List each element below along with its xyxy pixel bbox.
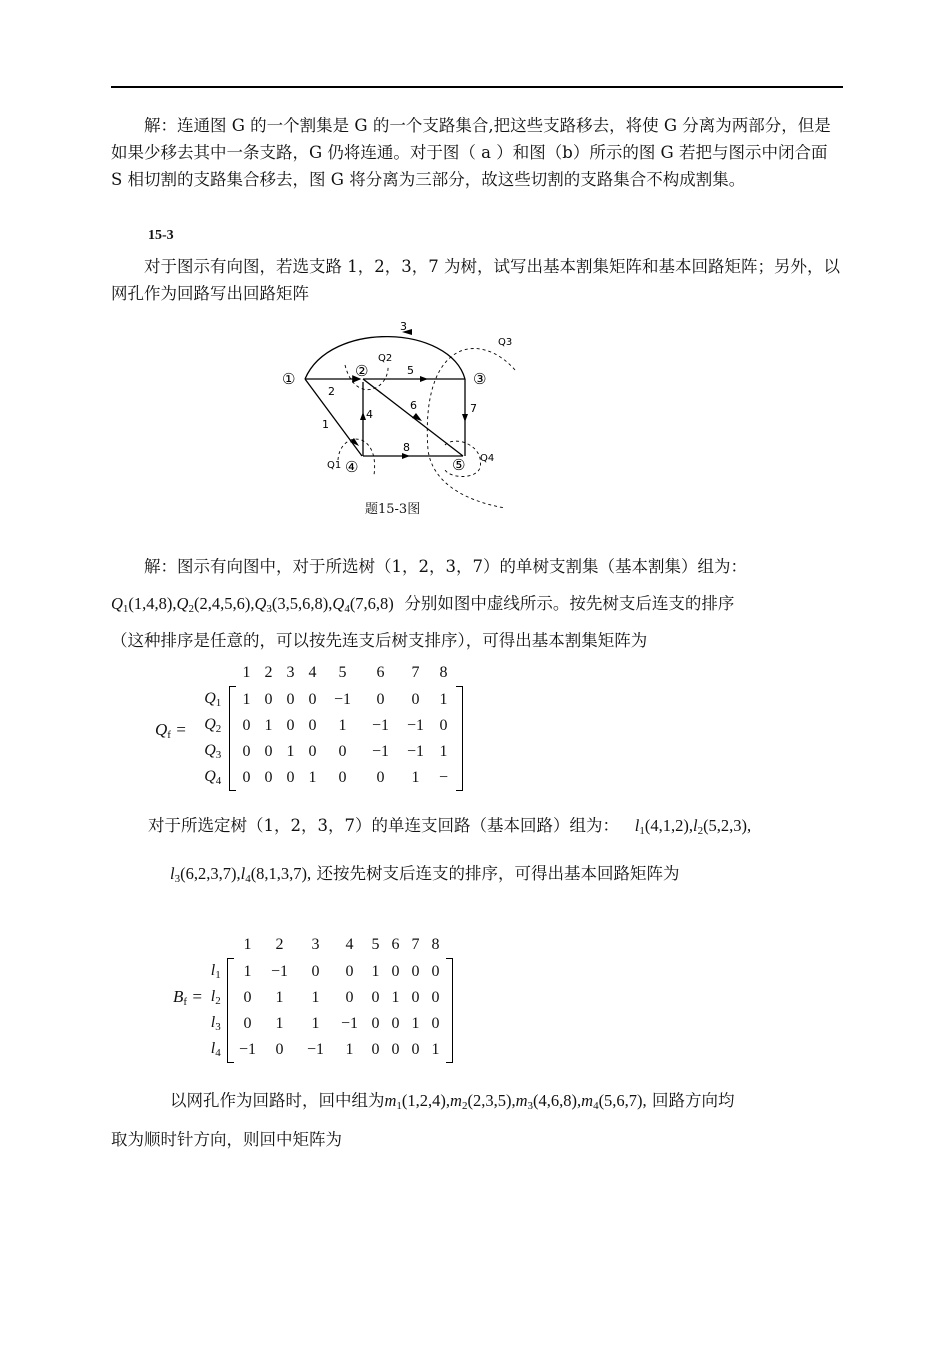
problem-statement: 对于图示有向图，若选支路 1，2，3，7 为树，试写出基本割集矩阵和基本回路矩阵；另外，以网孔作为回路写出回路矩阵 — [111, 257, 840, 303]
node-2-label: ② — [355, 362, 369, 380]
mesh-loop-line: 以网孔作为回路时，回中组为$m_1(1,2,4),m_2(2,3,5),m_3(4,6,8),m_4(5,6,7)$, 回路方向均 — [170, 1091, 735, 1112]
cutset-line: $Q_1(1,4,8),Q_2(2,4,5,6),Q_3(3,5,6,8),Q_4(7,6,8)$ 分别如图中虚线所示。按先树支后连支的排序 — [111, 594, 735, 615]
figure-caption: 题15-3图 — [365, 502, 421, 517]
svg-text:5: 5 — [407, 364, 414, 377]
directed-graph-figure — [270, 310, 530, 510]
node-5-label: ⑤ — [452, 456, 466, 474]
node-1-label: ① — [282, 370, 296, 388]
svg-text:4: 4 — [366, 408, 373, 421]
bf-label: $B_f$ = — [173, 987, 203, 1008]
svg-text:3: 3 — [400, 320, 407, 333]
svg-text:Q2: Q2 — [378, 353, 393, 364]
ordering-note: （这种排序是任意的，可以按先连支后树支排序），可得出基本割集矩阵为 — [111, 631, 648, 650]
bf-matrix: 1 2 3 4 5 6 7 8 $l_1$ 1 −1 0 0 1 0 0 0 $l_2$ 0 1 1 0 0 1 0 0 $l_3$ 0 1 1 −1 0 0 1 0 $l_4$ −1 0 −1 1 0 0 0 1 — [205, 932, 453, 1063]
answer-paragraph-2: 解：图示有向图中，对于所选树（1，2，3，7）的单树支割集（基本割集）组为： — [144, 557, 747, 576]
svg-text:Q4: Q4 — [480, 453, 495, 464]
qf-matrix: 1 2 3 4 5 6 7 8 $Q_1$ 1 0 0 0 −1 0 0 1 $Q_2$ 0 1 0 0 1 −1 −1 0 $Q_3$ 0 0 1 0 0 −1 −1 1 $Q_4$ 0 0 0 1 0 0 1 − — [197, 660, 463, 791]
basic-loop-line-2: $l_3(6,2,3,7),l_4(8,1,3,7)$, 还按先树支后连支的排序，可得出基本回路矩阵为 — [170, 864, 680, 885]
mesh-direction-line: 取为顺时针方向，则回中矩阵为 — [111, 1130, 342, 1149]
answer-paragraph-1: 解：连通图 G 的一个割集是 G 的一个支路集合,把这些支路移去，将使 G 分离为两部分，但是如果少移去其中一条支路，G 仍将连通。对于图（ a ）和图（b）所示的图 G 若把与图示中闭合面 S 相切割的支路集合移去，图 G 将分离为三部分，故这些切割的支路集合不构成割集。 — [111, 116, 831, 189]
node-3-label: ③ — [473, 370, 487, 388]
node-4-label: ④ — [345, 458, 359, 476]
cut-q3 — [427, 349, 515, 508]
basic-loop-line-1: 对于所选定树（1，2，3，7）的单连支回路（基本回路）组为： $l_1(4,1,2),l_2(5,2,3)$, — [148, 816, 752, 837]
svg-text:2: 2 — [328, 385, 335, 398]
qf-label: $Q_f$ = — [155, 720, 187, 741]
svg-text:6: 6 — [410, 399, 417, 412]
svg-text:Q1: Q1 — [327, 460, 342, 471]
problem-heading: 15-3 — [148, 228, 174, 243]
header-rule — [111, 86, 843, 88]
svg-text:1: 1 — [322, 418, 329, 431]
svg-text:Q3: Q3 — [498, 337, 513, 348]
svg-text:8: 8 — [403, 441, 410, 454]
svg-text:7: 7 — [470, 402, 477, 415]
